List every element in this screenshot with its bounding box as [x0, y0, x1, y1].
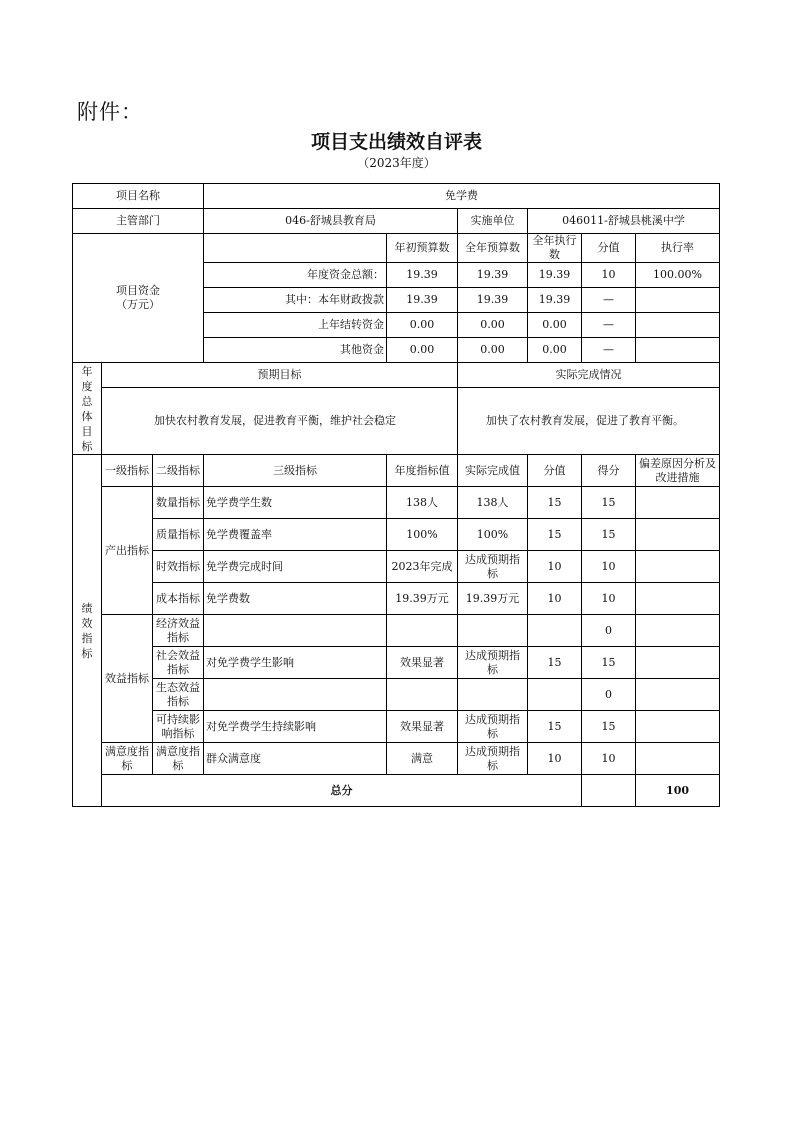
indicator-actual-line: 标 — [487, 726, 499, 740]
indicator-level2 — [153, 711, 204, 743]
indicator-actual — [458, 711, 528, 743]
year-label: （2023年度） — [357, 156, 436, 170]
indicators-side-char: 绩 — [81, 601, 93, 615]
indicators-side-label — [73, 455, 102, 807]
header-deviation-line1: 偏差原因分析及 — [639, 456, 717, 470]
header-deviation — [636, 455, 720, 487]
benefit-indicator-label: 效益指标 — [102, 615, 153, 743]
header-level1: 一级指标 — [102, 455, 153, 487]
indicator-weight: 15 — [528, 647, 582, 679]
satisfaction-target: 满意 — [387, 743, 458, 775]
indicator-level2: 时效指标 — [153, 551, 204, 583]
indicator-target: 100% — [387, 519, 458, 551]
funds-row-annual: 0.00 — [458, 313, 528, 338]
funds-header-executed: 全年执行数 — [528, 234, 582, 263]
indicator-row — [73, 551, 720, 583]
indicator-level2: 成本指标 — [153, 583, 204, 615]
indicator-weight: 15 — [528, 487, 582, 519]
total-label: 总分 — [102, 775, 582, 807]
department-row — [73, 209, 720, 234]
goals-side-label — [73, 363, 102, 455]
indicators-side-char: 指 — [81, 631, 93, 645]
indicator-row — [73, 711, 720, 743]
project-name-value: 免学费 — [204, 184, 720, 209]
indicator-actual — [458, 551, 528, 583]
indicator-level2-line: 指标 — [167, 694, 189, 708]
indicator-actual-line: 达成预期指 — [465, 648, 521, 662]
total-weight: 100 — [636, 775, 720, 807]
header-target: 年度指标值 — [387, 455, 458, 487]
satisfaction-actual-line: 达成预期指 — [465, 744, 521, 758]
indicator-level3: 对免学费学生持续影响 — [204, 711, 387, 743]
total-row — [73, 775, 720, 807]
indicator-score: 0 — [582, 679, 636, 711]
funds-header-row — [73, 234, 720, 263]
indicator-actual — [458, 615, 528, 647]
funds-header-blank — [204, 234, 387, 263]
indicator-level3: 免学费数 — [204, 583, 387, 615]
header-weight: 分值 — [528, 455, 582, 487]
indicator-target: 效果显著 — [387, 711, 458, 743]
indicator-level2-line: 经济效益 — [156, 616, 200, 630]
indicator-row — [73, 487, 720, 519]
indicator-deviation — [636, 583, 720, 615]
indicators-side-char: 效 — [81, 616, 93, 630]
indicator-deviation — [636, 647, 720, 679]
satisfaction-actual — [458, 743, 528, 775]
indicator-level2-line: 可持续影 — [156, 712, 200, 726]
indicator-level2 — [153, 615, 204, 647]
indicator-target: 138人 — [387, 487, 458, 519]
goals-side-char: 年 — [81, 364, 93, 378]
funds-row-executed: 0.00 — [528, 313, 582, 338]
actual-goal-header: 实际完成情况 — [458, 363, 720, 388]
indicator-row — [73, 679, 720, 711]
attachment-label: 附件： — [77, 100, 143, 124]
satisfaction-level1-line: 满意度指 — [105, 744, 149, 758]
funds-header-weight: 分值 — [582, 234, 636, 263]
header-level2: 二级指标 — [153, 455, 204, 487]
indicator-weight — [528, 615, 582, 647]
indicator-actual-line: 达成预期指 — [465, 712, 521, 726]
header-score: 得分 — [582, 455, 636, 487]
funds-row-annual: 0.00 — [458, 338, 528, 363]
funds-row-initial: 0.00 — [387, 338, 458, 363]
indicator-target: 效果显著 — [387, 647, 458, 679]
satisfaction-level3: 群众满意度 — [204, 743, 387, 775]
indicator-actual: 100% — [458, 519, 528, 551]
indicator-level2: 质量指标 — [153, 519, 204, 551]
header-actual: 实际完成值 — [458, 455, 528, 487]
goals-side-char: 体 — [81, 409, 93, 423]
indicator-actual-line: 标 — [487, 662, 499, 676]
header-deviation-line2: 改进措施 — [655, 470, 700, 484]
satisfaction-row — [73, 743, 720, 775]
indicator-level3 — [204, 679, 387, 711]
funds-row-executed: 19.39 — [528, 288, 582, 313]
indicator-actual: 138人 — [458, 487, 528, 519]
indicator-score: 0 — [582, 615, 636, 647]
funds-label-line1: 项目资金 — [116, 284, 160, 297]
funds-row-label: 年度资金总额： — [204, 263, 387, 288]
indicator-level3: 对免学费学生影响 — [204, 647, 387, 679]
funds-row-label: 其中：本年财政拨款 — [204, 288, 387, 313]
indicator-level3: 免学费覆盖率 — [204, 519, 387, 551]
indicator-level3 — [204, 615, 387, 647]
funds-row-rate: 100.00% — [636, 263, 720, 288]
project-name-label: 项目名称 — [73, 184, 204, 209]
funds-row-label: 其他资金 — [204, 338, 387, 363]
funds-row-weight: — — [582, 338, 636, 363]
indicators-side-char: 标 — [81, 646, 93, 660]
funds-row-annual: 19.39 — [458, 288, 528, 313]
goals-side-char: 总 — [81, 394, 93, 408]
funds-label — [73, 234, 204, 363]
indicator-row — [73, 615, 720, 647]
unit-value: 046011-舒城县桃溪中学 — [528, 209, 720, 234]
actual-goal-text: 加快了农村教育发展，促进了教育平衡。 — [458, 388, 720, 455]
indicator-target — [387, 679, 458, 711]
header-level3: 三级指标 — [204, 455, 387, 487]
funds-row-rate — [636, 313, 720, 338]
indicator-level2-line: 指标 — [167, 662, 189, 676]
funds-row-rate — [636, 338, 720, 363]
funds-row-weight: — — [582, 288, 636, 313]
funds-row-initial: 19.39 — [387, 288, 458, 313]
indicators-header-row — [73, 455, 720, 487]
goals-side-char: 标 — [81, 439, 93, 453]
indicator-row — [73, 583, 720, 615]
output-indicator-label: 产出指标 — [102, 487, 153, 615]
goals-content-row — [73, 388, 720, 455]
indicator-score: 15 — [582, 519, 636, 551]
indicator-row — [73, 647, 720, 679]
indicator-level2-line: 指标 — [167, 630, 189, 644]
indicator-level2-line: 社会效益 — [156, 648, 200, 662]
department-value: 046-舒城县教育局 — [204, 209, 458, 234]
goals-header-row — [73, 363, 720, 388]
indicator-level2 — [153, 679, 204, 711]
indicator-target — [387, 615, 458, 647]
indicator-level2-line: 响指标 — [161, 726, 195, 740]
funds-row-executed: 19.39 — [528, 263, 582, 288]
satisfaction-level2-line: 满意度指 — [156, 744, 200, 758]
funds-header-initial: 年初预算数 — [387, 234, 458, 263]
satisfaction-deviation — [636, 743, 720, 775]
satisfaction-level2 — [153, 743, 204, 775]
indicator-deviation — [636, 551, 720, 583]
evaluation-table — [72, 183, 720, 807]
satisfaction-weight: 10 — [528, 743, 582, 775]
funds-row-initial: 0.00 — [387, 313, 458, 338]
indicator-score: 15 — [582, 711, 636, 743]
funds-row-initial: 19.39 — [387, 263, 458, 288]
indicator-level3: 免学费完成时间 — [204, 551, 387, 583]
goals-side-char: 度 — [81, 379, 93, 393]
funds-label-line2: （万元） — [116, 298, 160, 311]
indicator-score: 15 — [582, 487, 636, 519]
expected-goal-header: 预期目标 — [102, 363, 458, 388]
expected-goal-text: 加快农村教育发展，促进教育平衡，维护社会稳定 — [102, 388, 458, 455]
total-blank — [582, 775, 636, 807]
indicator-target: 19.39万元 — [387, 583, 458, 615]
indicator-actual-line: 标 — [487, 566, 499, 580]
indicator-score: 15 — [582, 647, 636, 679]
funds-row-weight: 10 — [582, 263, 636, 288]
indicator-row — [73, 519, 720, 551]
satisfaction-actual-line: 标 — [487, 758, 499, 772]
indicator-weight: 15 — [528, 519, 582, 551]
indicator-weight: 15 — [528, 711, 582, 743]
indicator-actual-line: 达成预期指 — [465, 552, 521, 566]
indicator-deviation — [636, 711, 720, 743]
indicator-deviation — [636, 487, 720, 519]
indicator-level2: 数量指标 — [153, 487, 204, 519]
department-label: 主管部门 — [73, 209, 204, 234]
indicator-deviation — [636, 519, 720, 551]
indicator-score: 10 — [582, 583, 636, 615]
indicator-level3: 免学费学生数 — [204, 487, 387, 519]
funds-header-annual: 全年预算数 — [458, 234, 528, 263]
indicator-weight: 10 — [528, 551, 582, 583]
indicator-deviation — [636, 615, 720, 647]
satisfaction-level1 — [102, 743, 153, 775]
indicator-level2 — [153, 647, 204, 679]
indicator-actual: 19.39万元 — [458, 583, 528, 615]
indicator-score: 10 — [582, 551, 636, 583]
goals-side-char: 目 — [81, 424, 93, 438]
indicator-actual — [458, 679, 528, 711]
funds-row-annual: 19.39 — [458, 263, 528, 288]
page-title: 项目支出绩效自评表 — [310, 131, 482, 153]
indicator-level2-line: 生态效益 — [156, 680, 200, 694]
funds-row-weight: — — [582, 313, 636, 338]
indicator-deviation — [636, 679, 720, 711]
funds-row-rate — [636, 288, 720, 313]
indicator-target: 2023年完成 — [387, 551, 458, 583]
indicator-actual — [458, 647, 528, 679]
funds-row-label: 上年结转资金 — [204, 313, 387, 338]
funds-header-rate: 执行率 — [636, 234, 720, 263]
satisfaction-level2-line: 标 — [172, 758, 184, 772]
indicator-weight: 10 — [528, 583, 582, 615]
indicator-weight — [528, 679, 582, 711]
funds-row-executed: 0.00 — [528, 338, 582, 363]
project-name-row — [73, 184, 720, 209]
unit-label: 实施单位 — [458, 209, 528, 234]
satisfaction-score: 10 — [582, 743, 636, 775]
satisfaction-level1-line: 标 — [121, 758, 133, 772]
